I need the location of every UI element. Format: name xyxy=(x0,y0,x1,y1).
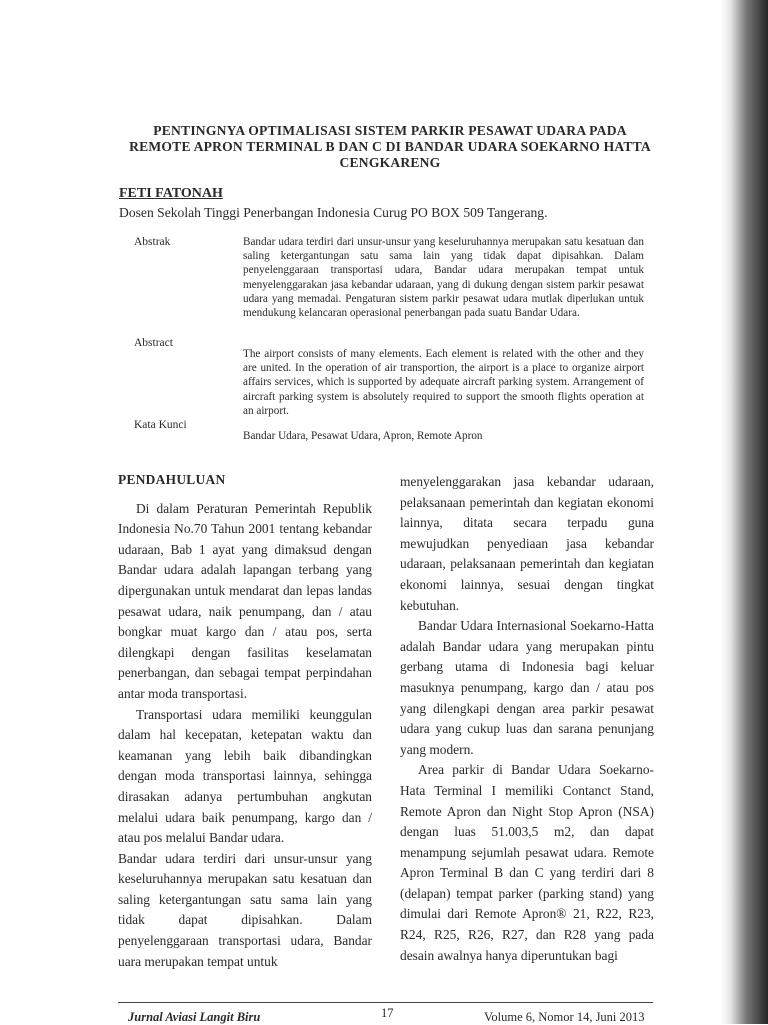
abstract-label: Abstract xyxy=(134,337,173,349)
section-heading: PENDAHULUAN xyxy=(118,472,226,487)
footer-divider xyxy=(118,1002,653,1003)
title-line-1: PENTINGNYA OPTIMALISASI SISTEM PARKIR PESAWAT UDARA PADA xyxy=(153,123,627,138)
keywords-text: Bandar Udara, Pesawat Udara, Apron, Remote Apron xyxy=(243,430,483,442)
scan-edge-shadow xyxy=(720,0,768,1024)
abstrak-text: Bandar udara terdiri dari unsur-unsur yang keseluruhannya merupakan satu kesatuan dan saling ketergantungan satu sama lain yang tidak dapat dipisahkan. Dalam penyelenggaraan transportasi udara, Bandar udara merupakan tempat untuk menyelenggarakan jasa kebandar udaraan, yang di dukung dengan sistem parkir pesawat udara yang memadai. Pengaturan sistem parkir pesawat udara mutlak diperlukan untuk mendukung kelancaran operasional penerbangan pada suatu Bandar Udara. xyxy=(243,236,644,320)
body-paragraph: Bandar Udara Internasional Soekarno-Hatta adalah Bandar udara yang merupakan pintu gerbang utama di Indonesia bagi keluar masuknya penumpang, kargo dan / atau pos yang dilengkapi dengan area parkir pesawat udara yang cukup luas dan sarana penunjang yang modern. xyxy=(400,618,654,757)
keywords-label: Kata Kunci xyxy=(134,419,187,431)
title-line-3: CENGKARENG xyxy=(339,155,441,170)
right-column xyxy=(400,472,654,966)
abstrak-label: Abstrak xyxy=(134,236,171,248)
author-affiliation: Dosen Sekolah Tinggi Penerbangan Indonesia Curug PO BOX 509 Tangerang. xyxy=(119,205,548,220)
page-number: 17 xyxy=(381,1006,394,1020)
abstract-text: The airport consists of many elements. Each element is related with the other and they are united. In the operation of air transportion, the airport is a place to organize airport affairs services, which is supported by adequate aircraft parking system. Arrangement of aircraft parking system is absolutely required to support the smooth flights operation at an airport. xyxy=(243,348,644,417)
body-paragraph: Bandar udara terdiri dari unsur-unsur yang keseluruhannya merupakan satu kesatuan dan saling ketergantungan satu sama lain yang tidak dapat dipisahkan. Dalam penyelenggaraan transportasi udara, Bandar uara merupakan tempat untuk xyxy=(118,850,372,969)
left-column xyxy=(118,470,372,972)
body-paragraph: Area parkir di Bandar Udara Soekarno-Hata Terminal I memiliki Contanct Stand, Remote Apron dan Night Stop Apron (NSA) dengan luas 51.003,5 m2, dan dapat menampung sejumlah pesawat udara. Remote Apron Terminal B dan C yang terdiri dari 8 (delapan) tempat parker (parking stand) yang dimulai dari Remote Apron® 21, R22, R23, R24, R25, R26, R27, dan R28 yang pada desain awalnya hanya diperuntukan bagi xyxy=(400,762,654,963)
journal-name: Jurnal Aviasi Langit Biru xyxy=(128,1010,261,1024)
body-paragraph: Di dalam Peraturan Pemerintah Republik Indonesia No.70 Tahun 2001 tentang kebandar udaraan, Bab 1 ayat yang dimaksud dengan Bandar udara adalah lapangan terbang yang dipergunakan untuk mendarat dan lepas landas pesawat udara, naik penumpang, dan / atau bongkar muat kargo dan / atau pos, serta dilengkapi dengan fasilitas keselamatan penerbangan, dan sebagai tempat perpindahan antar moda transportasi. xyxy=(118,500,372,701)
volume-info: Volume 6, Nomor 14, Juni 2013 xyxy=(484,1010,645,1024)
title-line-2: REMOTE APRON TERMINAL B DAN C DI BANDAR UDARA SOEKARNO HATTA xyxy=(129,139,651,154)
body-paragraph: Transportasi udara memiliki keunggulan dalam hal kecepatan, ketepatan waktu dan keamanan yang lebih baik dibandingkan dengan moda transportasi lainnya, sehingga dirasakan adanya pertumbuhan angkutan melalui udara baik penumpang, kargo dan / atau pos melalui Bandar udara. xyxy=(118,706,372,846)
article-title xyxy=(110,123,670,171)
author-name: FETI FATONAH xyxy=(119,186,223,201)
body-paragraph: menyelenggarakan jasa kebandar udaraan, pelaksanaan pemerintah dan kegiatan ekonomi lainnya, ditata secara terpadu guna mewujudkan penyediaan jasa kebandar udaraan, pelaksanaan pemerintah dan kegiatan ekonomi lainnya, sesuai dengan tingkat kebutuhan. xyxy=(400,474,654,613)
